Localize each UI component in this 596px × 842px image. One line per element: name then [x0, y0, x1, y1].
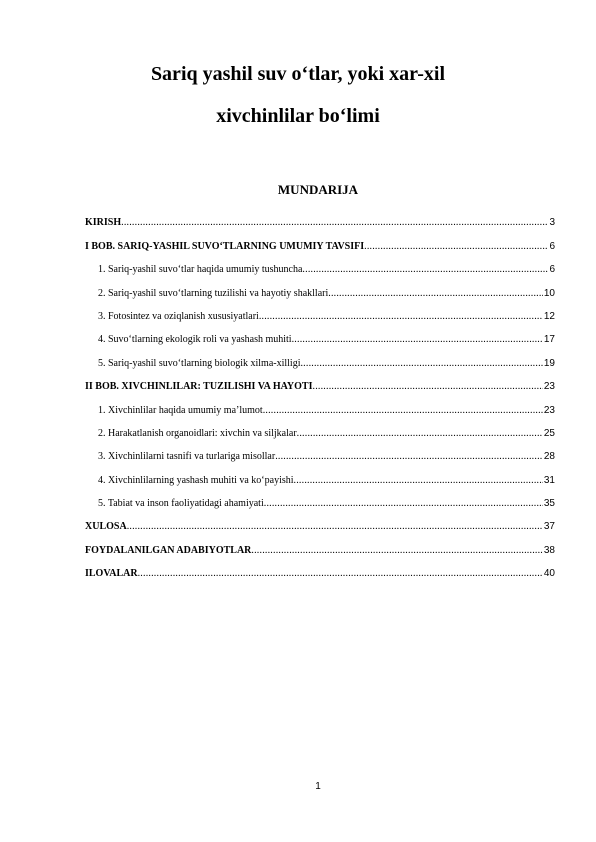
toc-entry — [85, 253, 555, 276]
toc-entry-page: 38 — [543, 544, 555, 556]
toc-entry-page: 35 — [543, 498, 555, 510]
toc-entry-page: 6 — [549, 240, 555, 252]
toc-heading: MUNDARIJA — [277, 182, 359, 197]
toc-leader-dots — [328, 288, 543, 300]
toc-entry — [85, 276, 555, 299]
toc-entry-title: 5. Tabiat va inson faoliyatidagi ahamiyati — [98, 498, 264, 510]
toc-entry-page: 3 — [549, 217, 555, 229]
toc-entry-page: 23 — [543, 404, 555, 416]
toc-leader-dots — [294, 475, 543, 487]
document-title-line-1: Sariq yashil suv o‘tlar, yoki xar-xil — [150, 63, 446, 85]
toc-leader-dots — [259, 311, 543, 323]
toc-entry-page: 12 — [543, 310, 555, 322]
toc-entry-page: 6 — [549, 264, 555, 276]
toc-entry-page: 19 — [543, 357, 555, 369]
toc-entry-title: 3. Fotosintez va oziqlanish xususiyatlari — [98, 310, 259, 322]
toc-entry-title: 2. Harakatlanish organoidlari: xivchin va siljkalar — [98, 427, 297, 439]
toc-leader-dots — [138, 568, 543, 580]
toc-leader-dots — [364, 241, 548, 253]
toc-entry-title: 1. Sariq-yashil suvo‘tlar haqida umumiy tushuncha — [98, 264, 303, 276]
toc-entry — [85, 510, 555, 533]
page-number: 1 — [315, 781, 321, 792]
document-title-line-2: xivchinlilar bo‘limi — [216, 105, 380, 127]
toc-entry-title: 4. Suvo‘tlarning ekologik roli va yashash muhiti — [98, 334, 292, 346]
toc-entry-page: 40 — [543, 568, 555, 580]
toc-leader-dots — [127, 521, 543, 533]
toc-entry-title: II BOB. XIVCHINLILAR: TUZILISHI VA HAYOTI — [85, 381, 313, 393]
toc-leader-dots — [297, 428, 543, 440]
toc-entry-title: XULOSA — [85, 521, 127, 533]
toc-leader-dots — [275, 451, 543, 463]
toc-entry-title: 2. Sariq-yashil suvo‘tlarning tuzilishi va hayotiy shakllari — [98, 287, 329, 299]
table-of-contents — [85, 206, 555, 580]
toc-entry-title: ILOVALAR — [85, 568, 138, 580]
toc-entry-title: I BOB. SARIQ-YASHIL SUVO‘TLARNING UMUMIY TAVSIFI — [85, 240, 365, 252]
toc-entry-page: 17 — [543, 334, 555, 346]
toc-entry — [85, 206, 555, 229]
toc-entry — [85, 393, 555, 416]
toc-entry-title: 3. Xivchinlilarni tasnifi va turlariga misollar — [98, 451, 276, 463]
toc-leader-dots — [264, 498, 543, 510]
toc-entry — [85, 417, 555, 440]
toc-entry — [85, 323, 555, 346]
toc-leader-dots — [121, 217, 548, 229]
toc-leader-dots — [313, 381, 543, 393]
toc-leader-dots — [292, 334, 543, 346]
toc-entry — [85, 440, 555, 463]
toc-entry-title: FOYDALANILGAN ADABIYOTLAR — [85, 544, 252, 556]
toc-entry-title: 5. Sariq-yashil suvo‘tlarning biologik xilma-xilligi — [98, 357, 301, 369]
toc-entry — [85, 533, 555, 556]
toc-entry-page: 37 — [543, 521, 555, 533]
toc-entry-page: 31 — [543, 474, 555, 486]
toc-leader-dots — [302, 264, 548, 276]
toc-entry-page: 25 — [543, 427, 555, 439]
toc-entry — [85, 229, 555, 252]
toc-leader-dots — [263, 405, 543, 417]
toc-entry-title: 4. Xivchinlilarning yashash muhiti va ko‘payishi — [98, 474, 294, 486]
toc-entry-page: 23 — [543, 381, 555, 393]
toc-entry-page: 10 — [543, 287, 555, 299]
toc-entry-page: 28 — [543, 451, 555, 463]
toc-entry — [85, 557, 555, 580]
toc-entry — [85, 370, 555, 393]
toc-entry-title: 1. Xivchinlilar haqida umumiy ma’lumot — [98, 404, 263, 416]
toc-entry — [85, 463, 555, 486]
toc-leader-dots — [300, 358, 542, 370]
toc-entry — [85, 300, 555, 323]
toc-entry — [85, 346, 555, 369]
toc-entry — [85, 487, 555, 510]
toc-entry-title: KIRISH — [85, 217, 122, 229]
toc-leader-dots — [251, 545, 542, 557]
